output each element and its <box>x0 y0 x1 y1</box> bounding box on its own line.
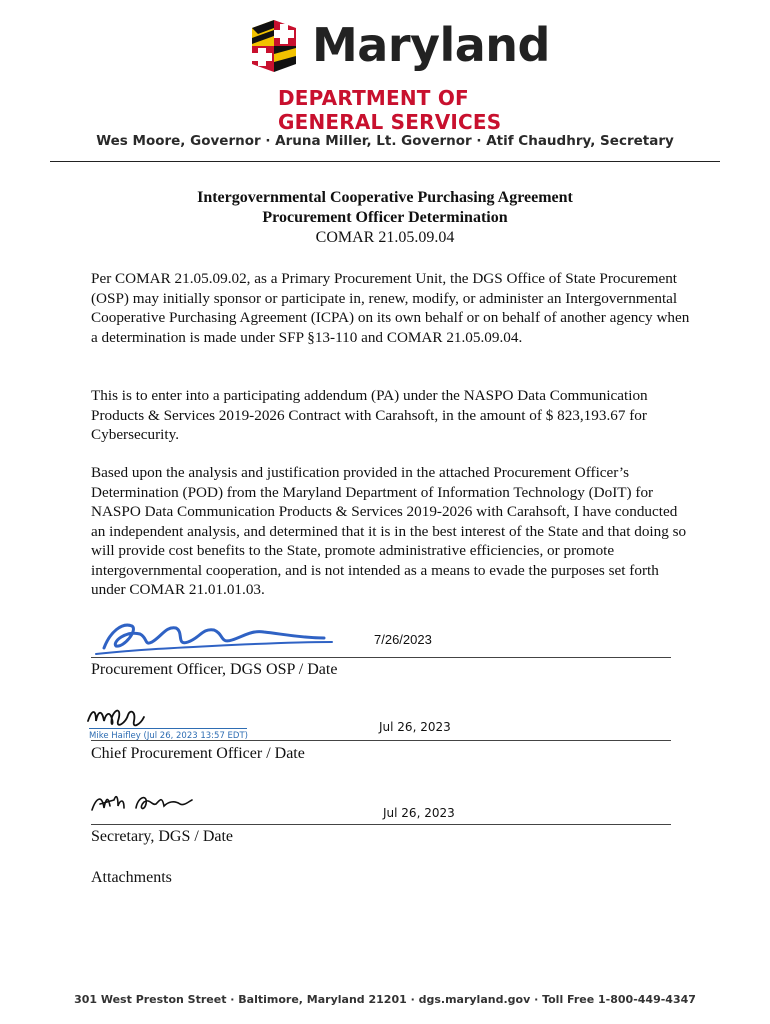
footer-address: 301 West Preston Street · Baltimore, Maryland 21201 · dgs.maryland.gov · Toll Free 1-800-449-4347 <box>74 993 696 1006</box>
paragraph-addendum: This is to enter into a participating addendum (PA) under the NASPO Data Communication Products & Services 2019-2026 Contract with Carahsoft, in the amount of $ 823,193.67 for Cybersecurity. <box>91 387 648 443</box>
document-title <box>0 188 770 248</box>
brand-name: Maryland <box>312 18 550 72</box>
signature-2-line <box>91 740 671 741</box>
department-line-1: DEPARTMENT OF <box>278 86 469 110</box>
signature-3-date: Jul 26, 2023 <box>383 806 455 820</box>
signature-3-label: Secretary, DGS / Date <box>91 828 234 845</box>
signature-1-label: Procurement Officer, DGS OSP / Date <box>91 661 338 678</box>
signature-2-date: Jul 26, 2023 <box>379 720 451 734</box>
signature-1-date: 7/26/2023 <box>374 632 432 647</box>
paragraph-determination: Based upon the analysis and justification provided in the attached Procurement Officer’s Determination (POD) from the Maryland Department of Information Technology (DoIT) for NASPO Data Communication Products & Services 2019-2026 with Carahsoft, I have conducted an independent analysis, and determined that it is in the best interest of the State and that doing so will provide cost benefits to the State, promote administrative efficiencies, or promote intergovernmental cooperation, and is not intended as a means to evade the purposes set forth under COMAR 21.01.01.03. <box>91 464 687 598</box>
title-line-3: COMAR 21.05.09.04 <box>315 229 455 246</box>
attachments-heading: Attachments <box>91 869 172 886</box>
title-line-2: Procurement Officer Determination <box>262 209 508 226</box>
department-line-2: GENERAL SERVICES <box>278 110 502 134</box>
signature-3-line <box>91 824 671 825</box>
officials-line: Wes Moore, Governor · Aruna Miller, Lt. Governor · Atif Chaudhry, Secretary <box>96 133 674 149</box>
chief-procurement-officer-signature <box>86 703 148 731</box>
header-divider <box>50 161 720 162</box>
signature-1-line <box>91 657 671 658</box>
signer-timestamp: Mike Haifley (Jul 26, 2023 13:57 EDT) <box>89 731 248 741</box>
signature-2-label: Chief Procurement Officer / Date <box>91 745 305 762</box>
secretary-signature <box>88 788 198 816</box>
signer-underline <box>89 728 247 729</box>
title-line-1: Intergovernmental Cooperative Purchasing Agreement <box>197 189 573 206</box>
procurement-officer-signature <box>92 612 342 660</box>
paragraph-authority: Per COMAR 21.05.09.02, as a Primary Procurement Unit, the DGS Office of State Procurement (OSP) may initially sponsor or participate in, renew, modify, or administer an Intergovernmental Cooperative Purchasing Agreement (ICPA) on its own behalf or on behalf of another agency when a determination is made under SFP §13-110 and COMAR 21.05.09.04. <box>91 270 690 346</box>
department-name <box>278 86 501 134</box>
maryland-logo-icon <box>246 18 302 74</box>
